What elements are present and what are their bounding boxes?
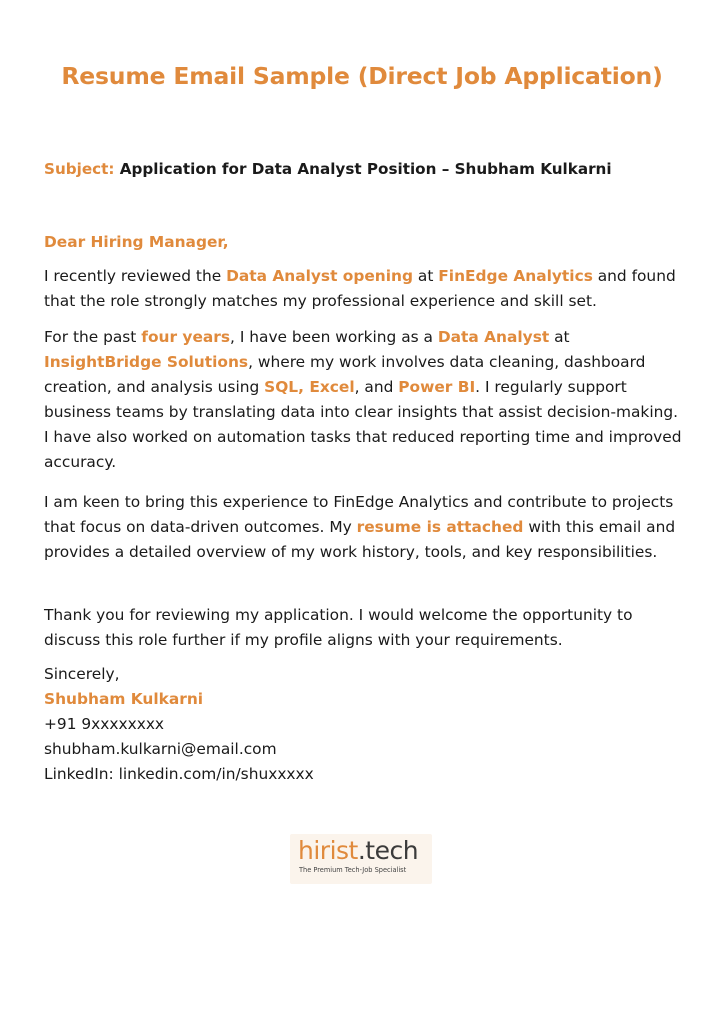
p3-text-1: I am keen to bring this experience to FinEdge Analytics and contribute to projects that focus on data-driven outcomes. My <box>44 493 674 536</box>
subject-label: Subject: <box>44 160 115 178</box>
logo-part-1: hirist <box>298 836 358 865</box>
sender-name: Shubham Kulkarni <box>44 690 204 708</box>
closing-word: Sincerely, <box>44 665 120 683</box>
logo-tagline: The Premium Tech-Job Specialist <box>299 866 407 874</box>
paragraph-experience <box>44 325 684 475</box>
subject-text: Application for Data Analyst Position – Shubham Kulkarni <box>119 160 612 178</box>
p2-text-5: , and <box>354 378 399 396</box>
document-title: Resume Email Sample (Direct Job Application) <box>61 62 663 90</box>
sender-linkedin: LinkedIn: linkedin.com/in/shuxxxxx <box>44 765 314 783</box>
p1-text-1: I recently reviewed the <box>44 267 227 285</box>
paragraph-intro <box>44 264 684 314</box>
email-subject-line <box>44 160 612 178</box>
logo-part-2: .tech <box>357 836 419 865</box>
p1-text-3: and found that the role strongly matches my professional experience and skill set. <box>44 267 676 310</box>
sender-phone: +91 9xxxxxxxx <box>44 715 165 733</box>
p2-text-2: , I have been working as a <box>230 328 438 346</box>
p2-text-4: , where my work involves data cleaning, dashboard creation, and analysis using <box>44 353 646 396</box>
greeting: Dear Hiring Manager, <box>44 233 229 251</box>
hirist-tech-logo <box>290 834 432 884</box>
p1-highlight-position: Data Analyst opening <box>226 267 414 285</box>
logo-wordmark <box>298 836 418 865</box>
p3-highlight-resume: resume is attached <box>356 518 524 536</box>
p2-highlight-tools: SQL, Excel <box>264 378 355 396</box>
p2-text-3: at <box>549 328 570 346</box>
p1-text-2: at <box>413 267 439 285</box>
signature-block <box>44 662 684 787</box>
p2-highlight-years: four years <box>141 328 231 346</box>
p1-highlight-company: FinEdge Analytics <box>438 267 593 285</box>
sender-email: shubham.kulkarni@email.com <box>44 740 277 758</box>
paragraph-closing: Thank you for reviewing my application. I would welcome the opportunity to discuss this role further if my profile aligns with your requirements. <box>44 606 633 649</box>
p2-highlight-employer: InsightBridge Solutions <box>44 353 249 371</box>
p3-text-2: with this email and provides a detailed overview of my work history, tools, and key responsibilities. <box>44 518 676 561</box>
p2-highlight-powerbi: Power BI <box>398 378 476 396</box>
p2-text-6: . I regularly support business teams by translating data into clear insights that assist decision-making. I have also worked on automation tasks that reduced reporting time and improved accuracy. <box>44 378 682 471</box>
p2-highlight-role: Data Analyst <box>437 328 550 346</box>
p2-text-1: For the past <box>44 328 142 346</box>
paragraph-motivation <box>44 490 684 565</box>
